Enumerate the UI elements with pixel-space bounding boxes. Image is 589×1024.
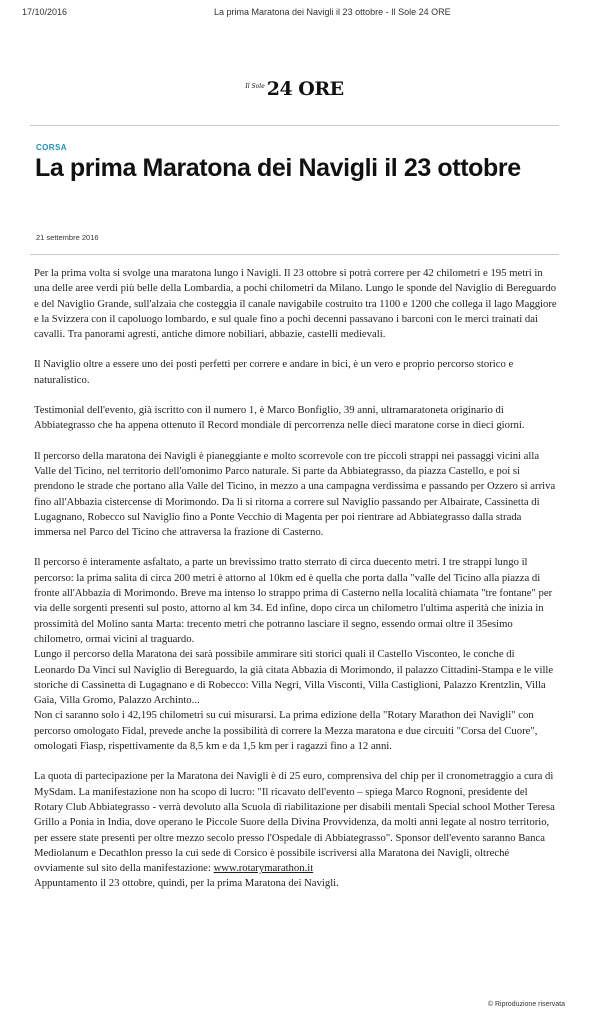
paragraph	[34, 769, 558, 876]
paragraph: Per la prima volta si svolge una maratona lungo i Navigli. Il 23 ottobre si potrà correre per 42 chilometri e 195 metri in una delle aree verdi più belle della Lombardia, a pochi chilometri da Milano. Lungo le sponde del Naviglio di Bereguardo e del Naviglio Grande, sull'alzaia che costeggia il canale navigabile costruito tra 1100 e 1200 che collega il lago Maggiore e la Svizzera con il capoluogo lombardo, e sul quale fino a pochi decenni passavano i barconi con le merci trainati dai cavalli. Tra panorami agresti, antiche dimore nobiliari, abbazie, castelli medievali.	[34, 267, 557, 341]
article-date: 21 settembre 2016	[36, 233, 99, 242]
newspaper-logo[interactable]	[0, 78, 589, 100]
paragraph: Lungo il percorso della Maratona dei sarà possibile ammirare siti storici quali il Castello Visconteo, le conche di Leonardo Da Vinci sul Naviglio di Bereguardo, la già citata Abbazia di Morimondo, il palazzo Cittadini-Stampa e le ville storiche di Cassinetta di Lugagnano e di Robecco: Villa Negri, Villa Visconti, Villa Castiglioni, Palazzo Krentzlin, Villa Gaia, Villa Gromo, Palazzo Archinto...	[34, 648, 554, 707]
paragraph: Il Naviglio oltre a essere uno dei posti perfetti per correre e andare in bici, è un vero e proprio percorso storico e naturalistico.	[34, 358, 514, 386]
paragraph: Appuntamento il 23 ottobre, quindi, per la prima Maratona dei Navigli.	[34, 877, 339, 890]
article-title: La prima Maratona dei Navigli il 23 ottobre	[35, 154, 521, 182]
logo-big-text: 24 ORE	[266, 78, 344, 100]
paragraph: Il percorso è interamente asfaltato, a parte un brevissimo tratto sterrato di circa duecento metri. I tre strappi lungo il percorso: la prima salita di circa 200 metri è attorno al 10km ed è quella che porta dalla "valle del Ticino alla piazza di fronte all'Abbazia di Morimondo. Breve ma intenso lo strappo prima di Casterno nella località chiamata "tre fontane" per via delle sorgenti presenti sul posto, attorno al km 34. Ed infine, dopo circa un chilometro l'ultima asperità che inizia in prossimità del Molino santa Marta: trecento metri che potranno lasciare il segno, essendo ormai oltre il 35esimo chilometro, ormai vicini al traguardo.	[34, 556, 553, 645]
marathon-website-link[interactable]: www.rotarymarathon.it	[213, 862, 314, 875]
paragraph: Testimonial dell'evento, già iscritto con il numero 1, è Marco Bonfiglio, 39 anni, ultramaratoneta originario di Abbiategrasso che ha appena ottenuto il Record mondiale di percorrenza nelle dieci maratone corse in dieci giorni.	[34, 404, 525, 432]
header-divider	[30, 125, 559, 126]
print-page-title: La prima Maratona dei Navigli il 23 ottobre - Il Sole 24 ORE	[214, 7, 451, 17]
print-date: 17/10/2016	[22, 7, 68, 17]
paragraph: Non ci saranno solo i 42,195 chilometri su cui misurarsi. La prima edizione della "Rotary Marathon dei Navigli" con percorso omologato Fidal, prevede anche la possibilità di correre la Mezza maratona e due circuiti "Corsa del Cuore", omologati Fiasp, rispettivamente da 8,5 km e da 1,5 km per i ragazzi fino a 12 anni.	[34, 709, 538, 753]
title-divider	[30, 254, 559, 255]
logo-small-text: Il Sole	[245, 83, 265, 90]
print-header	[0, 0, 589, 20]
paragraph-text: La quota di partecipazione per la Maratona dei Navigli è di 25 euro, comprensiva del chip per il cronometraggio a cura di MySdam. La manifestazione non ha scopo di lucro: "Il ricavato dell'evento – spiega Marco Rognoni, presidente del Rotary Club Abbiategrasso - verrà devoluto alla Scuola di riabilitazione per disabili mentali Special school Mother Teresa Grillo a Ponia in India, dove operano le Piccole Suore della Divina Provvidenza, da molti anni legate al nostro territorio, per essere state presenti per oltre mezzo secolo presso l'Ospedale di Abbiategrasso". Sponsor dell'evento saranno Banca Mediolanum e Decathlon presso la cui sede di Corsico è possibile iscriversi alla Maratona dei Navigli, oltreché ovviamente sul sito della manifestazione:	[34, 770, 555, 875]
paragraph: Il percorso della maratona dei Navigli è pianeggiante e molto scorrevole con tre piccoli strappi nei passaggi vicini alla Valle del Ticino, nel territorio dell'omonimo Parco naturale. Si parte da Abbiategrasso, da piazza Castello, e poi si prendono le strade che portano alla Valle del Ticino, in mezzo a una campagna verdissima e passando per Ozzero si arriva fino all'Abbazia cistercense di Morimondo. Da lì si ritorna a correre sul Naviglio passando per Albairate, Cassinetta di Lugagnano, Robecco sul Naviglio fino a Ponte Vecchio di Magenta per poi rientrare ad Abbiategrasso dalla strada immersa nel Parco del Ticino che attraversa la frazione di Casterno.	[34, 449, 556, 539]
section-label[interactable]: CORSA	[36, 143, 67, 152]
copyright-notice: © Riproduzione riservata	[487, 1001, 565, 1008]
article-body	[34, 266, 558, 892]
